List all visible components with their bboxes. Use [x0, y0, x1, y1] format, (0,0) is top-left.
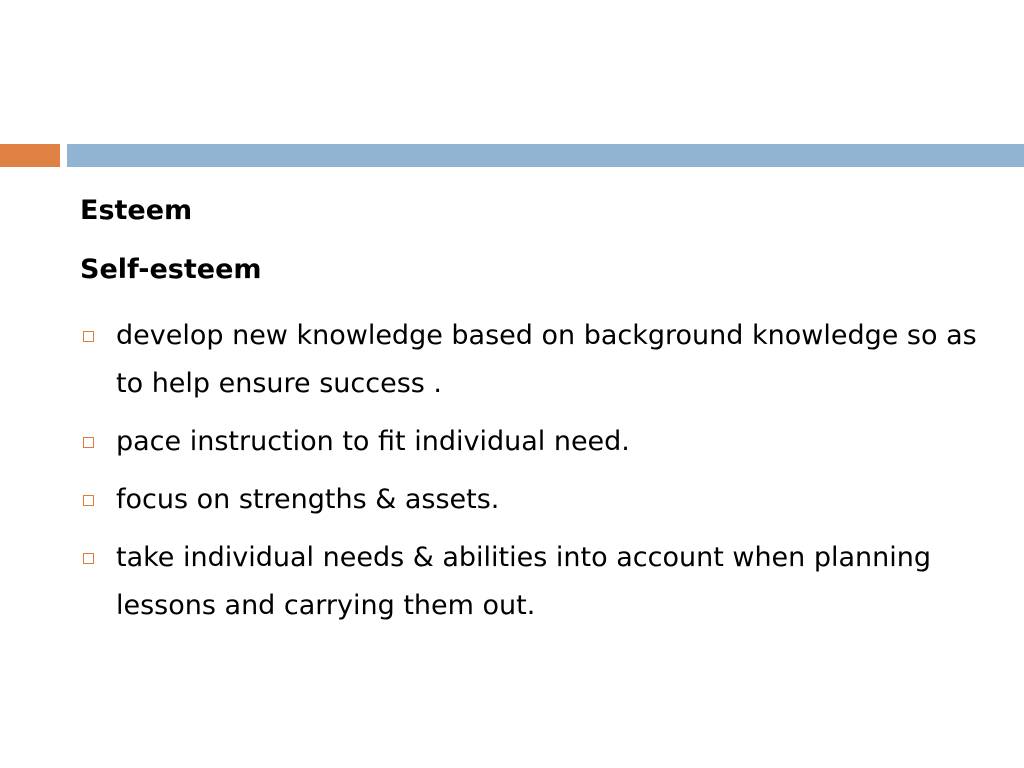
heading-esteem: Esteem	[80, 195, 193, 226]
accent-bar	[0, 144, 60, 167]
bullet-list	[80, 312, 980, 640]
list-item	[80, 418, 980, 466]
square-bullet-icon	[83, 553, 94, 564]
square-bullet-icon	[83, 437, 94, 448]
bullet-text: take individual needs & abilities into account when planning lessons and carrying them out.	[116, 542, 932, 621]
bullet-text: focus on strengths & assets.	[116, 484, 500, 515]
square-bullet-icon	[83, 495, 94, 506]
bullet-text: pace instruction to fit individual need.	[116, 426, 630, 457]
square-bullet-icon	[83, 331, 94, 342]
list-item	[80, 312, 980, 408]
list-item	[80, 534, 980, 630]
header-bar	[67, 144, 1024, 167]
list-item	[80, 476, 980, 524]
heading-self-esteem: Self-esteem	[80, 254, 262, 285]
bullet-text: develop new knowledge based on background knowledge so as to help ensure success .	[116, 320, 977, 399]
